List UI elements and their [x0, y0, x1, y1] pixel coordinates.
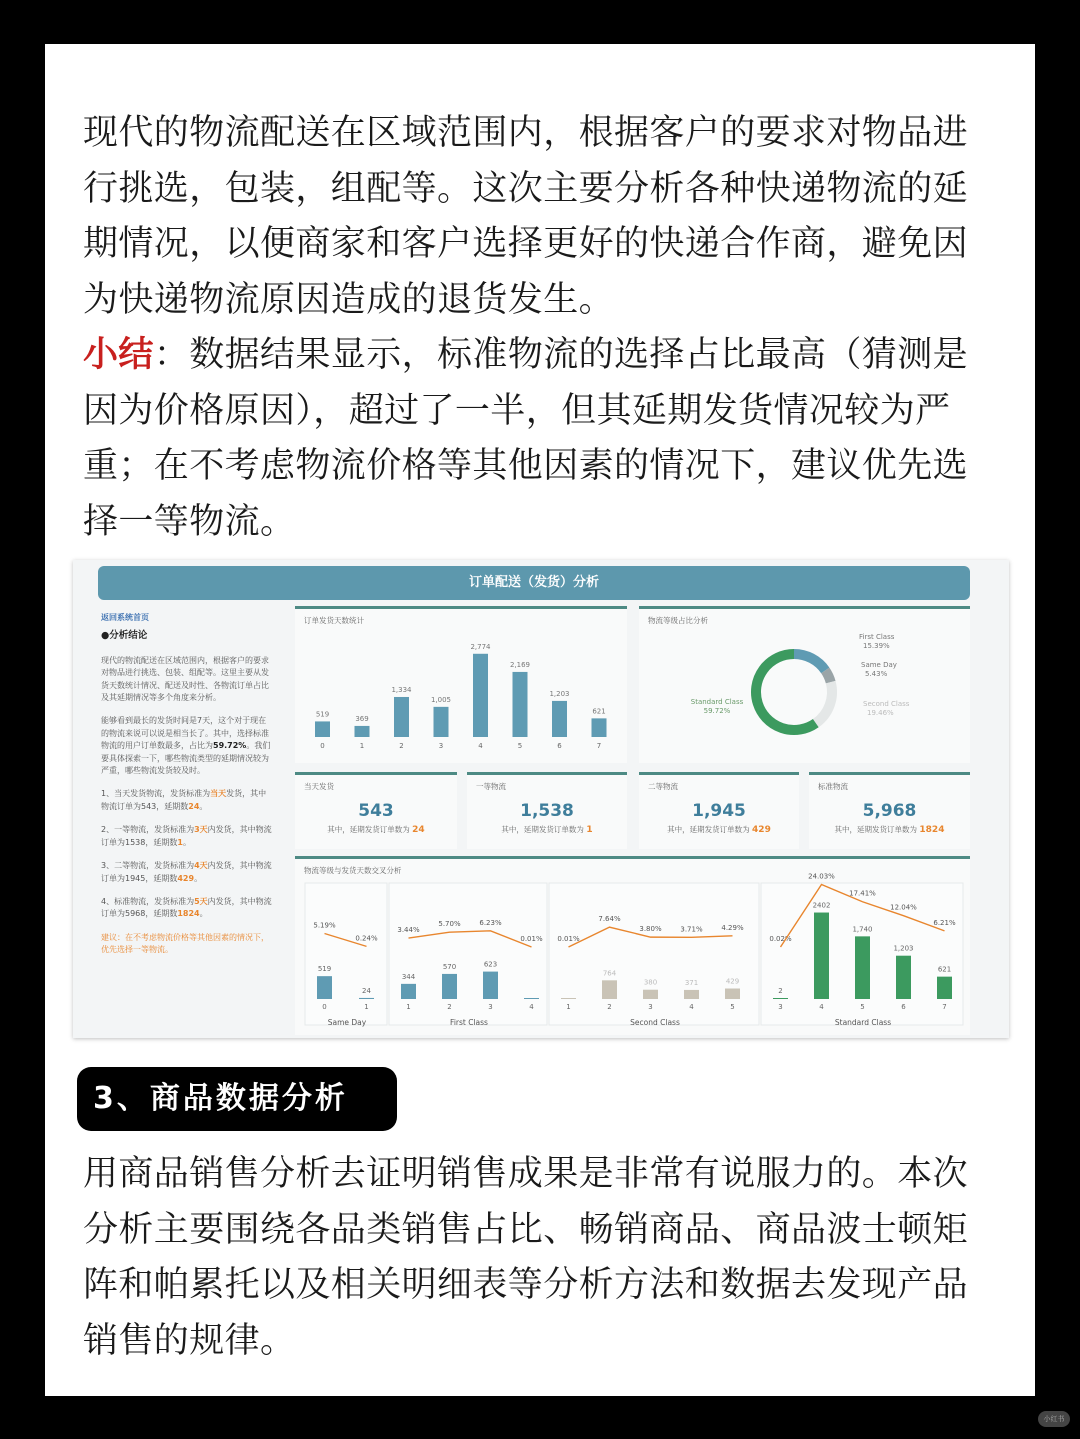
sidebar-list-item: 3、二等物流，发货标准为4天内发货，其中物流订单为1945，延期数429。	[101, 861, 272, 883]
class-share-card	[639, 606, 970, 763]
cross-tick-label: 5	[730, 1003, 735, 1011]
cross-bar-count: 1,740	[852, 925, 873, 934]
kpi-subtext: 其中，延期发货订单数为 1	[501, 825, 593, 835]
cross-pct-label: 6.21%	[933, 918, 956, 927]
donut-legend-pct: 19.46%	[867, 709, 894, 717]
cross-bar[interactable]	[483, 972, 498, 999]
kpi-subtext: 其中，延期发货订单数为 429	[667, 825, 771, 835]
donut-legend-name: Standard Class	[690, 698, 744, 706]
cross-bar-count: 2402	[812, 901, 831, 910]
cross-bar-count: 380	[643, 978, 658, 987]
cross-bar-count: 344	[401, 972, 416, 981]
cross-tick-label: 1	[406, 1003, 411, 1011]
cross-analysis-card	[295, 856, 970, 1035]
days-tick-label: 3	[438, 742, 444, 750]
sidebar-list-item: 2、一等物流，发货标准为3天内发货，其中物流订单为1538，延期数1。	[101, 825, 272, 847]
days-bar[interactable]	[552, 701, 567, 737]
back-to-home-link[interactable]: 返回系统首页	[101, 613, 149, 622]
cross-analysis-title: 物流等级与发货天数交叉分析	[304, 866, 402, 875]
cross-bar[interactable]	[937, 977, 952, 999]
donut-slice[interactable]	[794, 654, 825, 670]
analysis-sidebar	[101, 612, 273, 1032]
cross-tick-label: 2	[447, 1003, 452, 1011]
cross-bar-count: 764	[602, 969, 617, 978]
sidebar-heading: ●分析结论	[101, 630, 148, 642]
days-bar-value: 519	[315, 710, 330, 719]
cross-pct-label: 3.80%	[639, 925, 662, 934]
cross-bar[interactable]	[684, 990, 699, 999]
donut-slice[interactable]	[756, 654, 816, 730]
cross-panel	[389, 883, 547, 1025]
cross-tick-label: 2	[607, 1003, 612, 1011]
kpi-card-same-day	[295, 772, 457, 849]
cross-pct-label: 0.24%	[355, 934, 378, 943]
days-bar[interactable]	[355, 726, 370, 737]
days-bar-value: 369	[355, 714, 369, 723]
days-bar-value: 2,774	[470, 642, 491, 651]
kpi-card-first-class	[467, 772, 627, 849]
days-tick-label: 0	[320, 742, 325, 750]
cross-bar-count: 429	[725, 977, 740, 986]
cross-pct-label: 5.70%	[438, 920, 461, 929]
days-bar[interactable]	[315, 721, 330, 737]
cross-pct-label: 7.64%	[598, 915, 621, 924]
watermark-badge: 小红书	[1038, 1411, 1070, 1427]
cross-pct-label: 0.02%	[769, 934, 792, 943]
cross-tick-label: 1	[364, 1003, 369, 1011]
cross-bar[interactable]	[773, 998, 788, 999]
days-bar-value: 1,203	[549, 689, 570, 698]
cross-bar-count: 1,203	[893, 944, 914, 953]
days-tick-label: 6	[557, 742, 562, 750]
kpi-value: 1,538	[520, 801, 574, 821]
cross-pct-label: 0.01%	[520, 934, 543, 943]
cross-bar[interactable]	[524, 998, 539, 999]
days-bar-chart	[295, 609, 627, 760]
cross-bar-count: 570	[442, 962, 457, 971]
donut-slice[interactable]	[816, 682, 832, 723]
kpi-label: 当天发货	[304, 782, 334, 791]
cross-pct-label: 6.23%	[479, 918, 502, 927]
dashboard-screenshot	[73, 560, 1009, 1038]
days-bar-value: 2,169	[509, 660, 531, 669]
class-donut-chart	[639, 609, 970, 760]
cross-tick-label: 3	[488, 1003, 493, 1011]
dashboard-title: 订单配送（发货）分析	[98, 566, 970, 600]
cross-bar-count: 24	[362, 986, 371, 995]
days-tick-label: 4	[478, 742, 483, 750]
cross-bar-count: 519	[317, 965, 332, 974]
section-3-badge: 3、商品数据分析	[77, 1067, 397, 1131]
donut-legend-pct: 5.43%	[865, 670, 888, 678]
intro-paragraph: 现代的物流配送在区域范围内，根据客户的要求对物品进行挑选，包装，组配等。这次主要分析各种快递物流的延期情况，以便商家和客户选择更好的快递合作商，避免因为快递物流原因造成的退货发生。	[83, 113, 969, 320]
days-bar-value: 1,334	[391, 685, 412, 694]
cross-pct-label: 12.04%	[890, 903, 917, 912]
cross-bar[interactable]	[896, 956, 911, 999]
cross-panel	[305, 883, 387, 1025]
donut-legend-name: Second Class	[863, 700, 910, 708]
cross-pct-label: 24.03%	[808, 872, 835, 881]
donut-legend-name: Same Day	[861, 661, 897, 669]
kpi-value: 5,968	[862, 801, 917, 821]
class-share-title: 物流等级占比分析	[648, 616, 708, 625]
cross-tick-label: 4	[819, 1003, 824, 1011]
cross-tick-label: 6	[901, 1003, 906, 1011]
cross-bar[interactable]	[561, 998, 576, 999]
donut-legend-pct: 15.39%	[863, 642, 890, 650]
cross-tick-label: 3	[648, 1003, 653, 1011]
cross-tick-label: 4	[529, 1003, 534, 1011]
kpi-value: 1,945	[692, 801, 746, 821]
days-bar[interactable]	[394, 697, 409, 737]
cross-bar-count: 371	[684, 978, 699, 987]
cross-pct-label: 3.44%	[397, 926, 420, 935]
sidebar-list	[101, 788, 273, 920]
days-tick-label: 1	[359, 742, 365, 750]
sidebar-list-item: 1、当天发货物流，发货标准为当天发货，其中物流订单为543，延期数24。	[101, 789, 267, 811]
sidebar-list-item: 4、标准物流，发货标准为5天内发货，其中物流订单为5968，延期数1824。	[101, 896, 272, 919]
cross-bar[interactable]	[401, 984, 416, 999]
summary-label: 小结	[83, 335, 154, 375]
kpi-value: 543	[358, 801, 394, 821]
days-tick-label: 7	[596, 742, 602, 750]
cross-tick-label: 1	[566, 1003, 571, 1011]
cross-bar[interactable]	[602, 980, 617, 999]
days-bar[interactable]	[592, 718, 607, 737]
cross-tick-label: 5	[860, 1003, 865, 1011]
kpi-card-second-class	[639, 772, 799, 849]
days-bar[interactable]	[473, 654, 488, 737]
days-bar-value: 1,005	[430, 695, 452, 704]
cross-pct-label: 5.19%	[313, 921, 336, 930]
days-bar[interactable]	[513, 672, 528, 737]
cross-tick-label: 7	[942, 1003, 947, 1011]
cross-bar[interactable]	[814, 913, 829, 999]
cross-pct-label: 17.41%	[849, 889, 876, 898]
cross-bar[interactable]	[643, 990, 658, 999]
cross-tick-label: 3	[778, 1003, 783, 1011]
days-tick-label: 5	[517, 742, 523, 750]
sidebar-paragraph-1: 现代的物流配送在区域范围内，根据客户的要求对物品进行挑选、包装、组配等。这里主要从发货天数统计情况、配送及时性、各物流订单占比及其延期情况等多个角度来分析。	[101, 655, 269, 703]
cross-bar[interactable]	[442, 974, 457, 999]
days-chart-card	[295, 606, 627, 763]
cross-pct-label: 3.71%	[680, 925, 703, 934]
cross-bar[interactable]	[855, 936, 870, 999]
kpi-card-standard-class	[809, 772, 970, 849]
days-bar-value: 621	[592, 707, 606, 716]
cross-bar-count: 623	[483, 960, 498, 969]
cross-analysis-chart	[295, 859, 970, 1032]
kpi-label: 一等物流	[476, 782, 506, 791]
summary-text: ：数据结果显示，标准物流的选择占比最高（猜测是因为价格原因），超过了一半，但其延期发货情况较为严重；在不考虑物流价格等其他因素的情况下，建议优先选择一等物流。	[83, 335, 969, 542]
post-page	[45, 44, 1035, 1396]
cross-group-label: First Class	[450, 1018, 488, 1027]
cross-bar[interactable]	[317, 976, 332, 999]
donut-legend-pct: 59.72%	[703, 707, 731, 715]
cross-group-label: Same Day	[327, 1018, 367, 1027]
cross-bar-count: 2	[778, 987, 783, 995]
days-bar[interactable]	[434, 707, 449, 737]
sidebar-suggestion: 建议：在不考虑物流价格等其他因素的情况下，优先选择一等物流。	[101, 932, 269, 955]
cross-group-label: Standard Class	[834, 1018, 892, 1027]
cross-bar-count: 621	[937, 965, 952, 974]
section-3-paragraph: 用商品销售分析去证明销售成果是非常有说服力的。本次分析主要围绕各品类销售占比、畅销商品、商品波士顿矩阵和帕累托以及相关明细表等分析方法和数据去发现产品销售的规律。	[83, 1154, 969, 1361]
donut-slice[interactable]	[825, 670, 830, 682]
days-chart-title: 订单发货天数统计	[304, 616, 364, 625]
cross-panel	[549, 883, 759, 1025]
cross-bar[interactable]	[725, 989, 740, 999]
days-tick-label: 2	[399, 742, 404, 750]
intro-text	[83, 106, 1003, 550]
cross-pct-label: 4.29%	[721, 923, 744, 932]
sidebar-paragraph-2: 能够看到最长的发货时间是7天，这个对于现在的物流来说可以说是相当长了。其中，选择标准物流的用户订单数最多，占比为59.72%。我们要具体探索一下，哪些物流类型的延期情况较为严重，哪些物流发货较及时。	[101, 716, 271, 776]
cross-group-label: Second Class	[630, 1018, 680, 1027]
kpi-subtext: 其中，延期发货订单数为 24	[327, 825, 425, 835]
cross-pct-label: 0.01%	[557, 934, 580, 943]
donut-legend-name: First Class	[859, 633, 895, 641]
cross-bar[interactable]	[359, 998, 374, 999]
cross-tick-label: 0	[322, 1003, 327, 1011]
cross-tick-label: 4	[689, 1003, 694, 1011]
kpi-subtext: 其中，延期发货订单数为 1824	[834, 825, 945, 835]
kpi-label: 二等物流	[648, 782, 678, 791]
kpi-label: 标准物流	[818, 782, 848, 791]
